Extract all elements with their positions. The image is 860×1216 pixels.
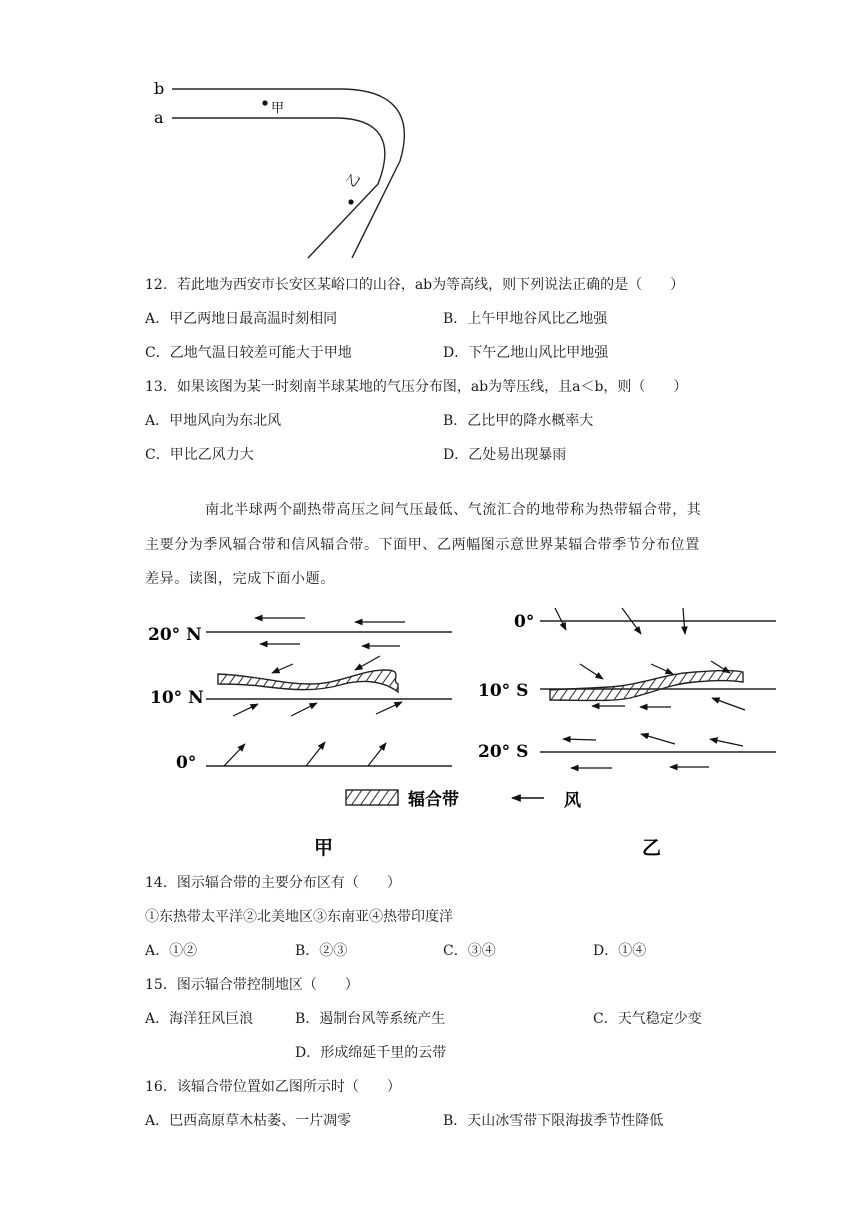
q14-option-c: C．③④ (443, 943, 496, 959)
label-yi: 乙 (343, 171, 364, 191)
legend-zone-label: 辐合带 (408, 790, 459, 810)
q13-option-c: C．甲比乙风力大 (145, 447, 254, 463)
q13-option-a: A．甲地风向为东北风 (145, 413, 282, 429)
lat-label-0-left: 0° (176, 753, 197, 773)
q13-stem: 13．如果该图为某一时刻南半球某地的气压分布图，ab为等压线，且a＜b，则（ ） (145, 379, 688, 395)
contour-figure (140, 66, 430, 266)
caption-yi: 乙 (642, 837, 662, 859)
point-jia (262, 100, 267, 105)
label-b: b (154, 79, 165, 98)
caption-jia: 甲 (314, 837, 334, 859)
wind-arrows-left (224, 618, 405, 766)
q13-option-d: D．乙处易出现暴雨 (443, 447, 567, 463)
legend-zone-swatch (346, 790, 398, 805)
passage-line-2: 主要分为季风辐合带和信风辐合带。下面甲、乙两幅图示意世界某辐合带季节分布位置 (145, 537, 700, 553)
q16-option-a: A．巴西高原草木枯萎、一片凋零 (145, 1113, 352, 1129)
lat-label-0-right: 0° (514, 612, 535, 632)
q15-option-a: A．海洋狂风巨浪 (145, 1011, 254, 1027)
lat-label-20n: 20° N (148, 625, 202, 645)
q14-option-d: D．①④ (593, 943, 647, 959)
convergence-figure (140, 600, 790, 870)
q12-option-b: B．上午甲地谷风比乙地强 (443, 311, 608, 327)
label-jia: 甲 (271, 101, 285, 116)
legend-wind-label: 风 (564, 791, 581, 811)
label-a: a (154, 108, 164, 127)
q13-option-b: B．乙比甲的降水概率大 (443, 413, 594, 429)
q14-option-a: A．①② (145, 943, 198, 959)
lat-label-10s: 10° S (478, 681, 529, 701)
q12-stem: 12．若此地为西安市长安区某峪口的山谷，ab为等高线，则下列说法正确的是（ ） (145, 277, 685, 293)
q16-stem: 16．该辐合带位置如乙图所示时（ ） (145, 1079, 401, 1095)
q14-option-b: B．②③ (295, 943, 348, 959)
q12-option-c: C．乙地气温日较差可能大于甲地 (145, 345, 352, 361)
q15-option-b: B．遏制台风等系统产生 (295, 1011, 446, 1027)
q12-option-d: D．下午乙地山风比甲地强 (443, 345, 609, 361)
lat-label-10n: 10° N (150, 688, 204, 708)
q15-option-d: D．形成绵延千里的云带 (295, 1045, 447, 1061)
point-yi (348, 199, 353, 204)
convergence-zone-left (218, 670, 398, 692)
convergence-zone-right (550, 671, 743, 701)
q15-stem: 15．图示辐合带控制地区（ ） (145, 977, 359, 993)
q12-option-a: A．甲乙两地日最高温时刻相同 (145, 311, 338, 327)
q16-option-b: B．天山冰雪带下限海拔季节性降低 (443, 1113, 664, 1129)
passage-line-3: 差异。读图，完成下面小题。 (145, 571, 335, 587)
lat-label-20s: 20° S (478, 742, 529, 762)
q14-stem: 14．图示辐合带的主要分布区有（ ） (145, 875, 401, 891)
contour-line-b (172, 89, 404, 258)
q14-options-list: ①东热带太平洋②北美地区③东南亚④热带印度洋 (145, 909, 453, 925)
passage-line-1: 南北半球两个副热带高压之间气压最低、气流汇合的地带称为热带辐合带，其 (205, 502, 702, 518)
q15-option-c: C．天气稳定少变 (593, 1011, 702, 1027)
